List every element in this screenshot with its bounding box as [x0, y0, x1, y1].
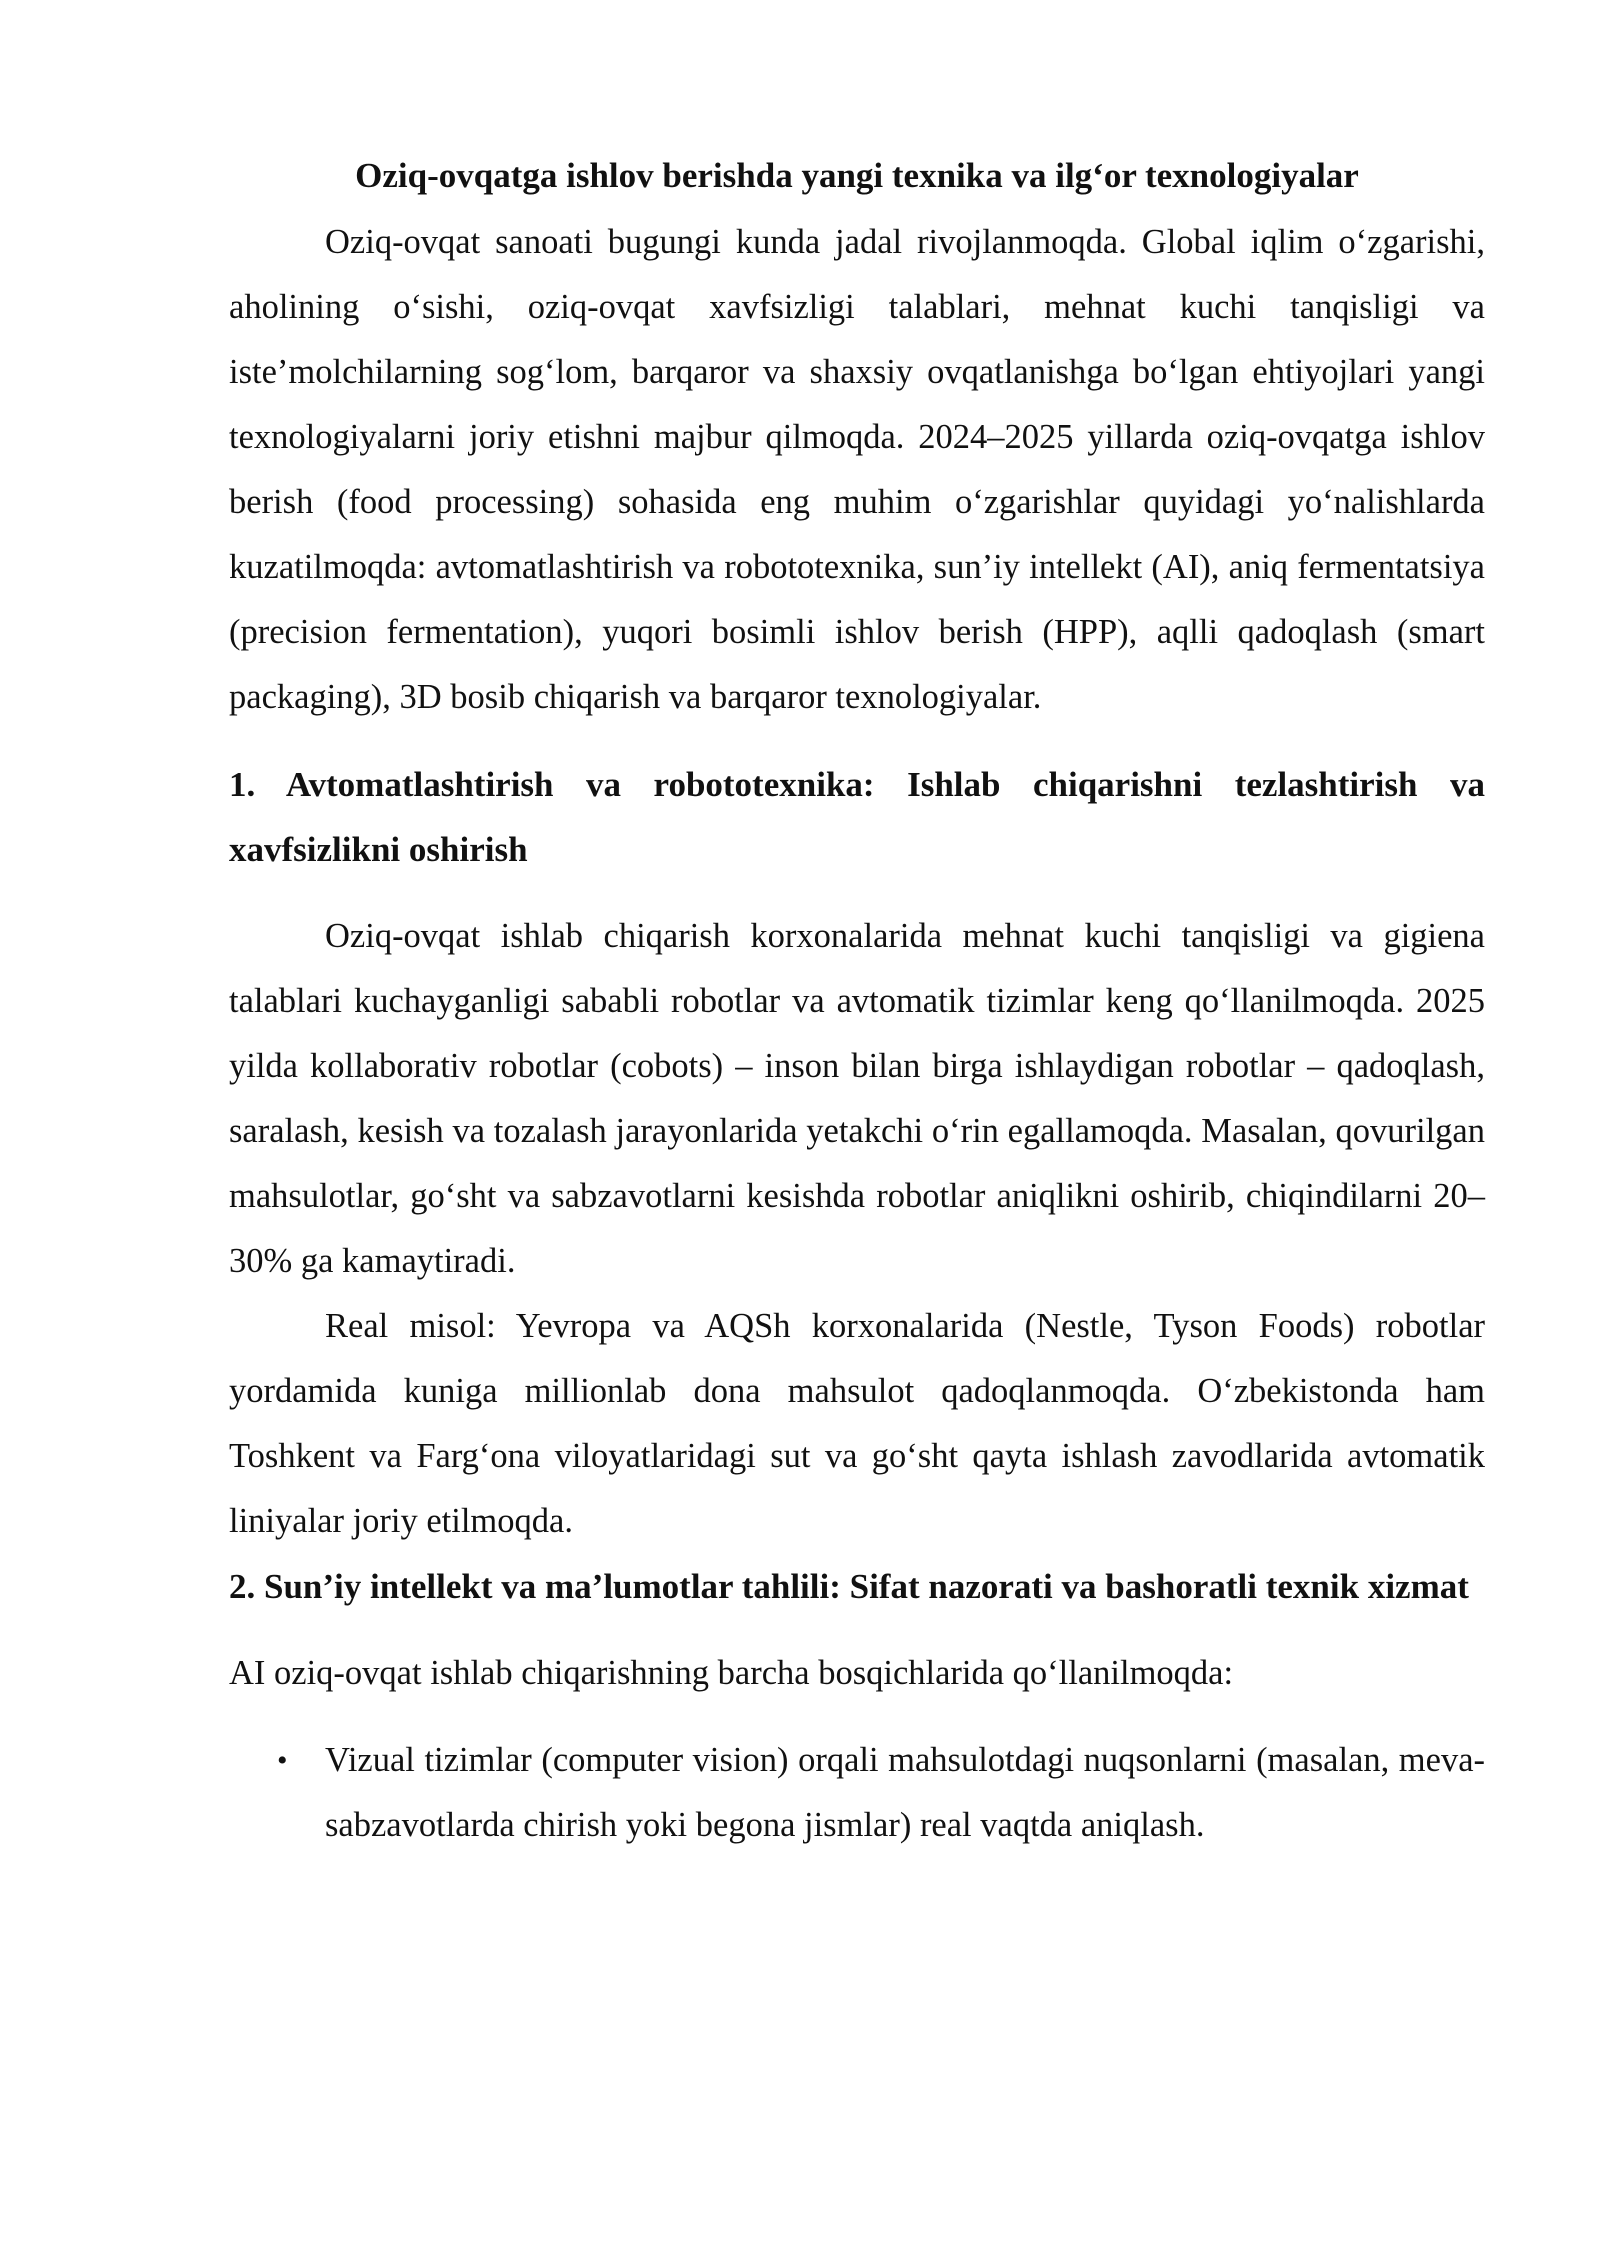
section-2-bullet-list [229, 1728, 1485, 1858]
spacer [229, 1706, 1485, 1728]
document-title: Oziq-ovqatga ishlov berishda yangi texnika va ilg‘or texnologiyalar [355, 156, 1359, 195]
intro-paragraph: Oziq-ovqat sanoati bugungi kunda jadal rivojlanmoqda. Global iqlim o‘zgarishi, aholining o‘sishi, oziq-ovqat xavfsizligi talablari, mehnat kuchi tanqisligi va iste’molchilarning sog‘lom, barqaror va shaxsiy ovqatlanishga bo‘lgan ehtiyojlari yangi texnologiyalarni joriy etishni majbur qilmoqda. 2024–2025 yillarda oziq-ovqatga ishlov berish (food processing) sohasida eng muhim o‘zgarishlar quyidagi yo‘nalishlarda kuzatilmoqda: avtomatlashtirish va robototexnika, sun’iy intellekt (AI), aniq fermentatsiya (precision fermentation), yuqori bosimli ishlov berish (HPP), aqlli qadoqlash (smart packaging), 3D bosib chiqarish va barqaror texnologiyalar. [229, 223, 1485, 716]
document-body [229, 148, 1485, 1858]
section-2-heading: 2. Sun’iy intellekt va ma’lumotlar tahlili: Sifat nazorati va bashoratli texnik xizmat [229, 1567, 1469, 1606]
spacer [229, 730, 1485, 752]
section-1-heading: 1. Avtomatlashtirish va robototexnika: Ishlab chiqarishni tezlashtirish va xavfsizlikni oshirish [229, 765, 1485, 869]
bullet-icon: • [277, 1744, 288, 1777]
list-item [229, 1728, 1485, 1858]
section-1-paragraph-2: Real misol: Yevropa va AQSh korxonalarida (Nestle, Tyson Foods) robotlar yordamida kuniga millionlab dona mahsulot qadoqlanmoqda. O‘zbekistonda ham Toshkent va Farg‘ona viloyatlaridagi sut va go‘sht qayta ishlash zavodlarida avtomatik liniyalar joriy etilmoqda. [229, 1307, 1485, 1540]
spacer [229, 882, 1485, 904]
spacer [229, 1619, 1485, 1641]
section-1-paragraph-1: Oziq-ovqat ishlab chiqarish korxonalarida mehnat kuchi tanqisligi va gigiena talablari kuchayganligi sababli robotlar va avtomatik tizimlar keng qo‘llanilmoqda. 2025 yilda kollaborativ robotlar (cobots) – inson bilan birga ishlaydigan robotlar – qadoqlash, saralash, kesish va tozalash jarayonlarida yetakchi o‘rin egallamoqda. Masalan, qovurilgan mahsulotlar, go‘sht va sabzavotlarni kesishda robotlar aniqlikni oshirib, chiqindilarni 20–30% ga kamaytiradi. [229, 917, 1485, 1280]
section-2-lead: AI oziq-ovqat ishlab chiqarishning barcha bosqichlarida qo‘llanilmoqda: [229, 1654, 1234, 1692]
list-item-text: Vizual tizimlar (computer vision) orqali mahsulotdagi nuqsonlarni (masalan, meva-sabzavotlarda chirish yoki begona jismlar) real vaqtda aniqlash. [325, 1741, 1485, 1844]
